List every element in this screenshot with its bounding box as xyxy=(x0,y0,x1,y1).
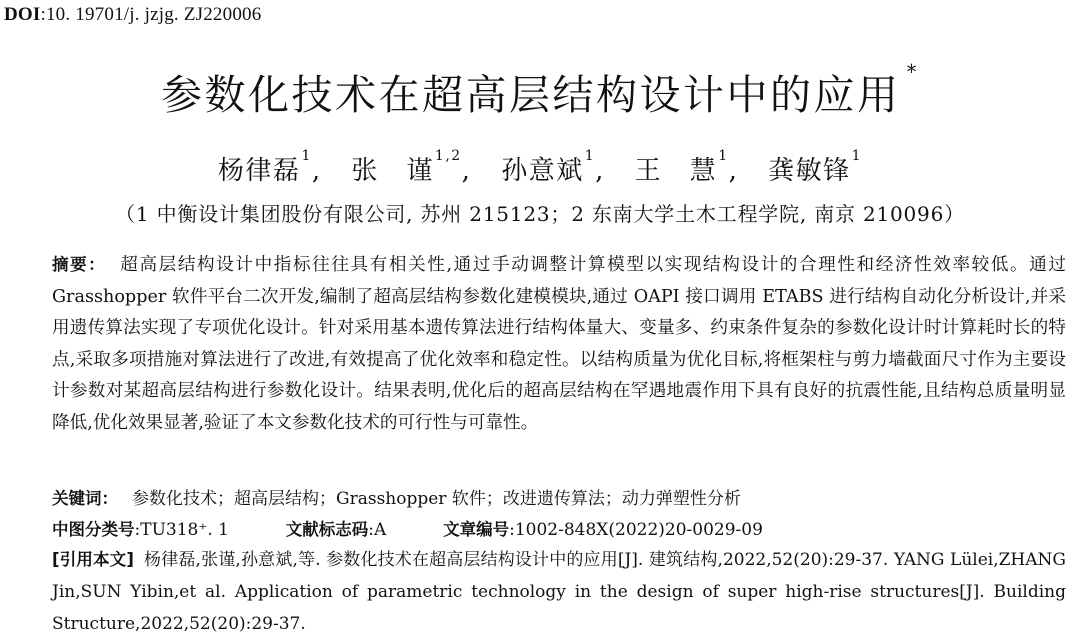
author-name: 孙意斌 xyxy=(501,156,584,186)
author: 孙意斌$^1$, xyxy=(501,148,605,186)
author-name: 王 慧 xyxy=(634,156,718,186)
paper-title-text: 参数化技术在超高层结构设计中的应用 xyxy=(161,71,901,119)
article-number-label: 文章编号 xyxy=(443,520,510,539)
doi-label: DOI xyxy=(4,4,41,25)
citation-label: [引用本文] xyxy=(52,550,134,569)
paper-title xyxy=(0,62,1080,121)
citation-text: 杨律磊,张谨,孙意斌,等. 参数化技术在超高层结构设计中的应用[J]. 建筑结构,2022,52(20):29-37. YANG Lülei,ZHANG Jin,SUN Yibin,et al. Application of parametric technology in the design of super high-rise structures[J]. Building Structure,2022,52(20):29-37. xyxy=(52,550,1066,634)
affiliation-line: （1 中衡设计集团股份有限公司, 苏州 215123；2 东南大学土木工程学院, 南京 210096） xyxy=(115,202,965,226)
article-number-value: :1002-848X(2022)20-0029-09 xyxy=(509,520,763,540)
clc-label: 中图分类号 xyxy=(52,520,135,539)
title-footnote-mark: * xyxy=(906,60,919,84)
keywords-label: 关键词： xyxy=(52,489,118,508)
classification-line xyxy=(52,516,763,540)
author-affil-mark: 1 xyxy=(584,148,596,164)
abstract xyxy=(52,249,1066,439)
author-name: 杨律磊 xyxy=(217,156,301,186)
author-affil-mark: 1 xyxy=(718,148,729,164)
author: 杨律磊$^1$, xyxy=(217,148,322,186)
clc-value: :TU318⁺. 1 xyxy=(134,520,229,540)
author-list xyxy=(0,150,1080,187)
doi-line: DOI:10. 19701/j. jzjg. ZJ220006 xyxy=(4,4,262,25)
author: 张 谨$^{1,2}$, xyxy=(351,148,472,186)
keywords-text: 参数化技术；超高层结构；Grasshopper 软件；改进遗传算法；动力弹塑性分析 xyxy=(132,489,741,509)
doc-code-value: :A xyxy=(368,520,387,540)
author xyxy=(768,150,862,187)
doi-value: 10. 19701/j. jzjg. ZJ220006 xyxy=(45,4,262,25)
author-affil-mark: 1,2 xyxy=(434,148,462,164)
author-affil-mark: 1 xyxy=(851,148,863,164)
author-name: 张 谨 xyxy=(351,156,434,186)
abstract-text: 超高层结构设计中指标往往具有相关性,通过手动调整计算模型以实现结构设计的合理性和经济性效率较低。通过 Grasshopper 软件平台二次开发,编制了超高层结构参数化建模模块,通过 OAPI 接口调用 ETABS 进行结构自动化分析设计,并采用遗传算法实现了专项优化设计。针对采用基本遗传算法进行结构体量大、变量多、约束条件复杂的参数化设计时计算耗时长的特点,采取多项措施对算法进行了改进,有效提高了优化效率和稳定性。以结构质量为优化目标,将框架柱与剪力墙截面尺寸作为主要设计参数对某超高层结构进行参数化设计。结果表明,优化后的超高层结构在罕遇地震作用下具有良好的抗震性能,且结构总质量明显降低,优化效果显著,验证了本文参数化技术的可行性与可靠性。 xyxy=(52,255,1066,433)
author-affil-mark: 1 xyxy=(301,148,312,164)
citation xyxy=(52,544,1066,640)
abstract-label: 摘要： xyxy=(52,255,107,274)
keywords xyxy=(52,484,741,509)
author-name: 龚敏锋 xyxy=(768,156,851,186)
author: 王 慧$^1$, xyxy=(634,148,739,186)
doc-code-label: 文献标志码 xyxy=(285,520,369,539)
